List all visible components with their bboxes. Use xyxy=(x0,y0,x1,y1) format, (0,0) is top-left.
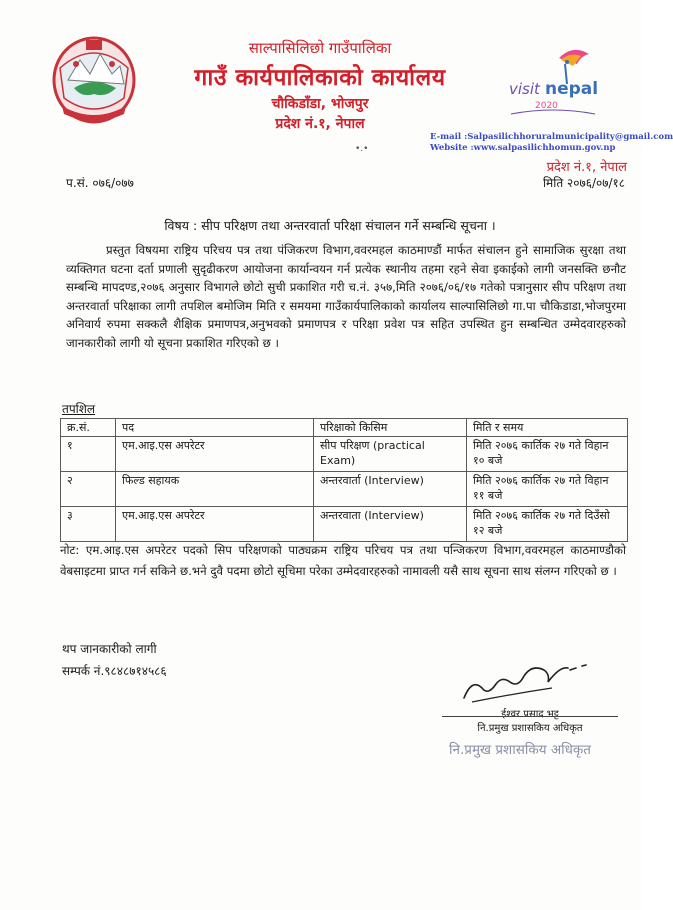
office-address: चौकिडाँडा, भोजपुर xyxy=(271,96,369,112)
table-header-row xyxy=(61,419,628,437)
row-datetime: मिति २०७६ कार्तिक २७ गते विहान ११ बजे xyxy=(467,472,628,507)
province-stamp: प्रदेश नं.१, नेपाल xyxy=(546,160,627,175)
signatory-title: नि.प्रमुख प्रशासकिय अधिकृत xyxy=(477,723,583,734)
signatory-stamp: नि.प्रमुख प्रशासकिय अधिकृत xyxy=(448,742,591,758)
row-post: एम.आइ.एस अपरेटर xyxy=(116,507,314,542)
visit-logo-word: visit xyxy=(509,80,540,98)
schedule-table xyxy=(60,418,628,542)
notice-date: मिति २०७६/०७/१८ xyxy=(542,176,625,190)
header-exam-type: परिक्षाको किसिम xyxy=(314,419,467,437)
table-row xyxy=(61,472,628,507)
signatory-name: ईश्वर प्रसाद भट्ट xyxy=(501,709,559,720)
table-row xyxy=(61,437,628,472)
row-sn: ३ xyxy=(61,507,116,542)
visit-logo-year: 2020 xyxy=(535,101,558,111)
contact-email: E-mail :Salpasilichhoruralmunicipality@gmail.com xyxy=(430,132,673,142)
office-province: प्रदेश नं.१, नेपाल xyxy=(275,116,365,132)
row-exam-type: अन्तरवार्ता (Interview) xyxy=(314,472,467,507)
row-datetime: मिति २०७६ कार्तिक २७ गते दिउँसो १२ बजे xyxy=(467,507,628,542)
notice-body: प्रस्तुत विषयमा राष्ट्रिय परिचय पत्र तथा पंजिकरण विभाग,ववरमहल काठमाण्डौं मार्फत संचालन हुने सामाजिक सुरक्षा तथा व्यक्तिगत घटना दर्ता प्रणाली सुदृढीकरण आयोजना कार्यान्वयन गर्न प्रत्येक स्थानीय तहमा रहने सेवा इकाईको लागी जनसक्ति छनौट सम्बन्धि मापदण्ड,२०७६ अनुसार विभागले छोटो सुची प्रकाशित गरी च.नं. ३५७,मिति २०७६/०६/१७ गतेको पत्रानुसार सीप परिक्षण तथा अन्तरवार्ता परिक्षाका लागी तपशिल बमोजिम मिति र समयमा गाउँकार्यपालिकाको कार्यालय साल्पासिलिछो गा.पा चौकिडाडा,भोजपुरमा अनिवार्य रुपमा सक्कलै शैक्षिक प्रमाणपत्र,अनुभवको प्रमाणपत्र र परिक्षा प्रवेश पत्र सहित उपस्थित हुन सम्बन्धित उम्मेदवारहरुको जानकारीको लागी यो सूचना प्रकाशित गरिएको छ । xyxy=(66,243,626,350)
handwritten-signature-icon xyxy=(452,648,612,706)
visit-nepal-logo-icon xyxy=(503,40,603,122)
row-datetime: मिति २०७६ कार्तिक २७ गते विहान १० बजे xyxy=(467,437,628,472)
header-sn: क्र.सं. xyxy=(61,419,116,437)
notice-subject: विषय : सीप परिक्षण तथा अन्तरवार्ता परिक्षा संचालन गर्ने सम्बन्धि सूचना । xyxy=(164,218,496,233)
row-sn: २ xyxy=(61,472,116,507)
office-name: गाउँ कार्यपालिकाको कार्यालय xyxy=(194,65,446,91)
row-post: एम.आइ.एस अपरेटर xyxy=(116,437,314,472)
reference-number: प.सं. ०७६/०७७ xyxy=(66,176,134,190)
contact-website: Website :www.salpasilichhomun.gov.np xyxy=(430,143,616,153)
row-exam-type: अन्तरवाता (Interview) xyxy=(314,507,467,542)
nepal-logo-word: nepal xyxy=(545,79,599,99)
row-exam-type: सीप परिक्षण (practical Exam) xyxy=(314,437,467,472)
notice-note: नोट: एम.आइ.एस अपरेटर पदको सिप परिक्षणको पाठ्यक्रम राष्ट्रिय परिचय पत्र तथा पन्जिकरण विभाग,ववरमहल काठमाण्डौको वेबसाइटमा प्राप्त गर्न सकिने छ.भने दुवै पदमा छोटो सूचिमा परेका उम्मेदवारहरुको नामावली यसै साथ सूचना साथ संलग्न गरिएको छ । xyxy=(60,543,626,578)
row-sn: १ xyxy=(61,437,116,472)
municipality-name: साल्पासिलिछो गाउँपालिका xyxy=(248,39,392,57)
header-datetime: मिति र समय xyxy=(467,419,628,437)
schedule-title: तपशिल xyxy=(62,402,96,416)
signature-divider xyxy=(442,716,618,717)
table-row xyxy=(61,507,628,542)
nepal-emblem-icon xyxy=(46,28,142,128)
header-post: पद xyxy=(116,419,314,437)
decorative-mark: •.• xyxy=(355,144,369,154)
more-info-label: थप जानकारीको लागी xyxy=(62,642,157,656)
contact-number: सम्पर्क नं.९८४८७१४५८६ xyxy=(62,664,167,678)
row-post: फिल्ड सहायक xyxy=(116,472,314,507)
